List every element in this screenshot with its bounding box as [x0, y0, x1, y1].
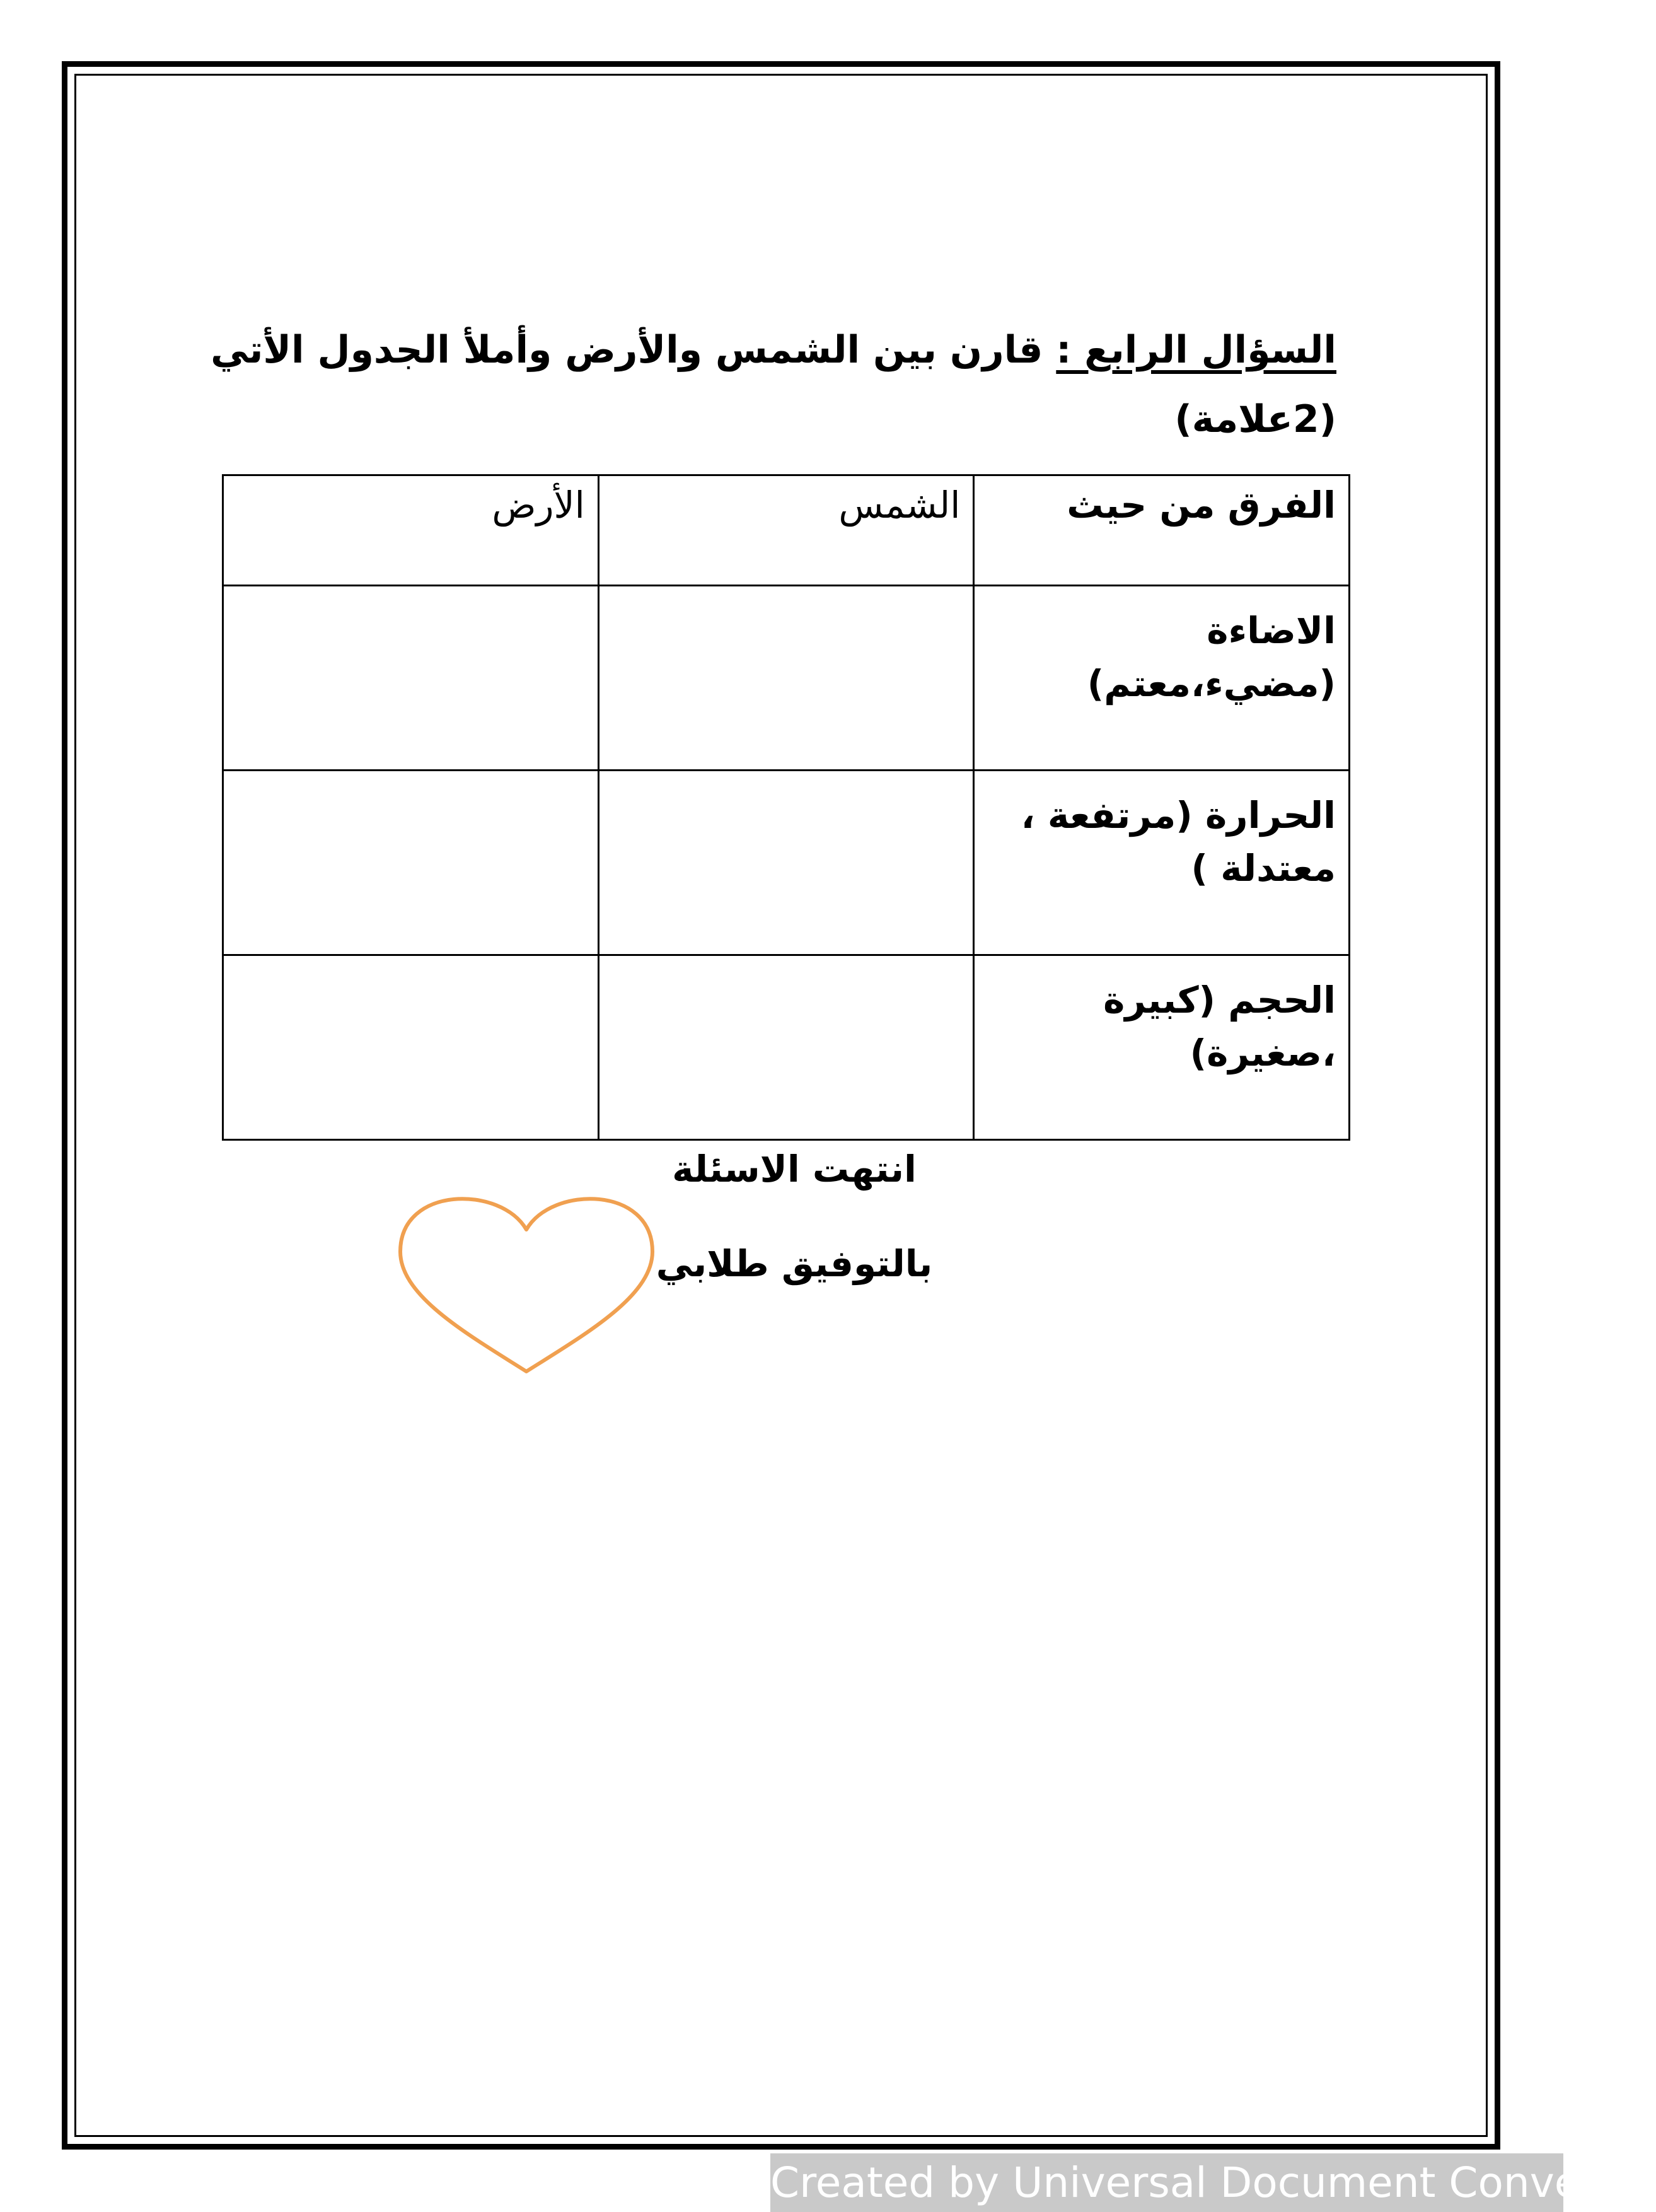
criterion-cell — [974, 586, 1350, 771]
criterion-line: معتدلة ) — [1191, 847, 1336, 890]
comparison-table — [222, 474, 1350, 1141]
header-sun: الشمس — [598, 475, 974, 586]
criterion-line: (مضيء،معتم) — [1087, 662, 1336, 705]
criterion-line: الحجم (كبيرة ،صغيرة) — [1103, 979, 1336, 1074]
sun-answer-cell[interactable] — [598, 771, 974, 955]
question-marks: (2علامة) — [1174, 397, 1336, 441]
table-row — [223, 771, 1350, 955]
earth-answer-cell[interactable] — [223, 771, 599, 955]
header-earth: الأرض — [223, 475, 599, 586]
criterion-cell — [974, 955, 1350, 1140]
table-row — [223, 586, 1350, 771]
criterion-line: الحرارة (مرتفعة ، — [1021, 794, 1336, 837]
table-row — [223, 955, 1350, 1140]
question-label: السؤال الرابع : — [1056, 328, 1336, 372]
question-text: قارن بين الشمس والأرض وأملأ الجدول الأتي — [211, 328, 1057, 372]
earth-answer-cell[interactable] — [223, 955, 599, 1140]
heart-outline — [400, 1199, 652, 1371]
sun-answer-cell[interactable] — [598, 586, 974, 771]
criterion-line: الاضاءة — [1207, 609, 1336, 652]
sun-answer-cell[interactable] — [598, 955, 974, 1140]
closing-line-1: انتهت الاسئلة — [672, 1148, 917, 1190]
earth-answer-cell[interactable] — [223, 586, 599, 771]
converter-watermark: Created by Universal Document Converter — [770, 2153, 1563, 2212]
header-criterion: الفرق من حيث — [974, 475, 1350, 586]
criterion-cell — [974, 771, 1350, 955]
closing-line-2: بالتوفيق طلابي — [656, 1242, 933, 1285]
question-heading — [139, 315, 1336, 454]
table-header-row — [223, 475, 1350, 586]
heart-icon — [391, 1185, 662, 1375]
